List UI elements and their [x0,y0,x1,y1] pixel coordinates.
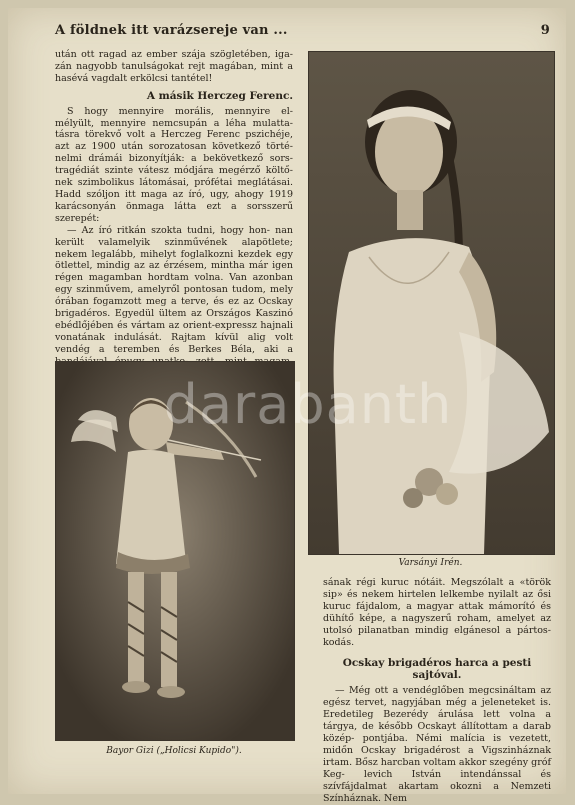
paragraph-kuruc: sának régi kuruc nótáit. Megszólalt a «török sip» és nekem hirtelen lelkembe nyilalt az ősi kuruc fájdalom, a magyar attak mámorító és dühítő képe, a nagyszerű roham, amelyet az utolsó pilanatban mindig elgánesol a pártos- kodás. [323,577,551,648]
caption-bayor-gizi: Bayor Gizi („Holicsi Kupido"). [106,746,242,756]
watermark: darabanth [163,373,453,436]
magazine-page [8,8,566,804]
photo-bayor-gizi [55,361,295,741]
left-text-column [55,49,293,391]
paragraph-quote: — Az író ritkán szokta tudni, hogy hon- nan került valamelyik szinművének alapötlete; nekem legalább, mihelyt foglalkozni kezdek egy ötlettel, mindig az az érzésem, mintha már igen régen magamban hordtam volna. Van azonban egy szinművem, amelyről pontosan tudom, mely órában fogamzott meg a terve, és ez az Ocskay brigadéros. Egyedül ültem az Országos Kaszinó ebédlőjében és vártam az orient-expressz hajnali vonatának indulását. Rajtam kívül alig volt vendég a teremben és Berkes Béla, aki a [55,224,293,355]
photo-bayor-gizi-image [56,362,294,740]
photo-varsanyi-iren [308,51,555,555]
caption-varsanyi-iren: Varsányi Irén. [398,558,463,568]
section-heading-ocskay: Ocskay brigadéros harca a pesti sajtóval. [342,657,532,681]
paragraph-vendeglo: — Még ott a vendéglőben megcsináltam az egész tervet, nagyjában még a jeleneteket is. Eredetileg Bezerédy árulása lett volna a tárgya, de később Ocskayt állítottam a darab közép- pontjába. Némi malícia is vezetett, midőn Ocskay brigadérost a Vigszinháznak irtam. Bősz harcban voltam akkor szegény gróf Keg- levich István intendánssal és szívfájdalmat akartam okozni a Nemzeti Színháznak. Nem [323,685,551,804]
section-heading-herczeg: A másik Herczeg Ferenc. [146,89,293,102]
page-number: 9 [540,23,550,38]
photo-varsanyi-iren-image [309,52,554,554]
running-head-title: A földnek itt varázsereje van ... [55,23,288,38]
intro-paragraph: után ott ragad az ember szája szögletében, iga- zán nagyobb tanulságokat rejt magában, mint a hasévá vagdalt erkölcsi tantétel! [55,49,293,84]
paragraph-moral: S hogy mennyire morális, mennyire el- mélyült, mennyire nemcsupán a léha mulatta- tásra törekvő volt a Herczeg Ferenc pszichéje, azt az 1900 után sorozatosan következő törté- nelmi drámái bizonyítják: a bekövetkező sors- tragédiát szinte vátesz módjára megérző költő- nek szimbolikus látomásai, prófétai meglátásai. Hadd szóljon itt maga az író, ugy, ahogy 1919 karácsonyán önmaga látta ezt a sorsszerű szerepét: [55,105,293,224]
right-text-column [323,577,551,805]
